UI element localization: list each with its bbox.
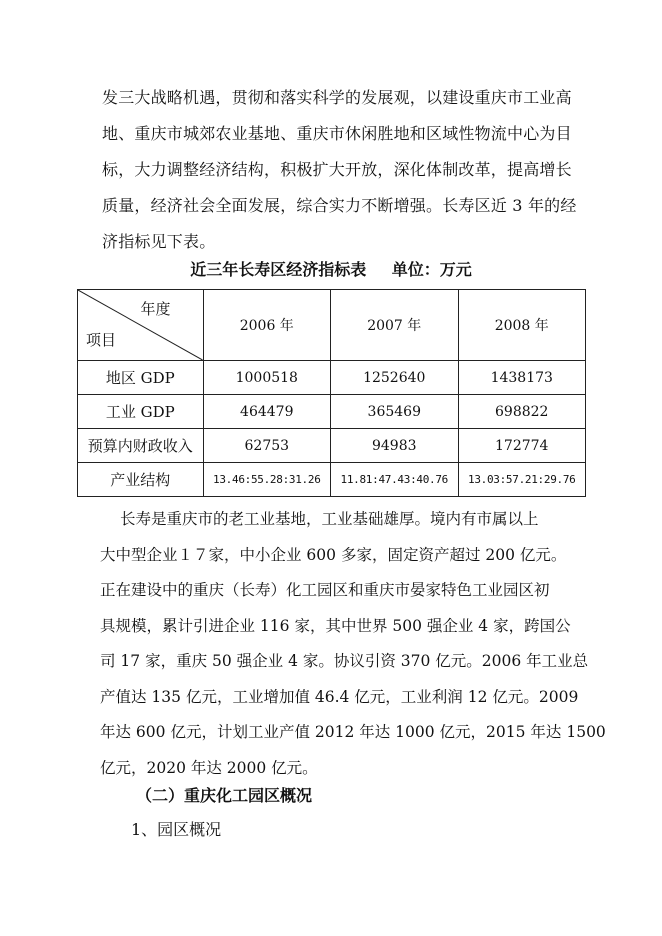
row-label: 预算内财政收入 xyxy=(78,429,204,463)
row-label: 工业 GDP xyxy=(78,395,204,429)
corner-year-label: 年度 xyxy=(140,300,171,318)
body-line: 年达 600 亿元，计划工业产值 2012 年达 1000 亿元，2015 年达 1500 xyxy=(100,723,606,741)
table-cell: 464479 xyxy=(203,395,330,429)
subsection-heading: 1、园区概况 xyxy=(131,820,222,839)
table-cell: 365469 xyxy=(331,395,458,429)
body-line: 具规模，累计引进企业 116 家，其中世界 500 强企业 4 家，跨国公 xyxy=(100,616,571,635)
intro-line: 质量，经济社会全面发展，综合实力不断增强。长寿区近 3 年的经 xyxy=(102,196,577,215)
table-row xyxy=(78,361,586,395)
table-caption xyxy=(0,257,662,283)
body-line: 产值达 135 亿元，工业增加值 46.4 亿元，工业利润 12 亿元。2009 xyxy=(100,687,579,706)
table-header-row xyxy=(78,290,586,361)
intro-line: 济指标见下表。 xyxy=(102,232,216,251)
section-heading: （二）重庆化工园区概况 xyxy=(136,786,313,805)
table-row xyxy=(78,463,586,497)
table-row xyxy=(78,395,586,429)
body-line: 大中型企业１７家，中小企业 600 多家，固定资产超过 200 亿元。 xyxy=(100,545,567,564)
table-row xyxy=(78,429,586,463)
corner-item-label: 项目 xyxy=(86,331,117,349)
table-cell: 62753 xyxy=(203,429,330,463)
table-cell: 13.03:57.21:29.76 xyxy=(458,463,586,497)
intro-paragraph xyxy=(102,80,577,260)
table-cell: 698822 xyxy=(458,395,586,429)
row-label: 产业结构 xyxy=(78,463,204,497)
table-unit: 单位：万元 xyxy=(391,260,472,279)
table-cell: 172774 xyxy=(458,429,586,463)
intro-line: 地、重庆市城郊农业基地、重庆市休闲胜地和区域性物流中心为目 xyxy=(102,124,572,143)
table-cell: 11.81:47.43:40.76 xyxy=(331,463,458,497)
year-header: 2008 年 xyxy=(458,290,586,361)
intro-line: 发三大战略机遇，贯彻和落实科学的发展观，以建设重庆市工业高 xyxy=(102,88,572,107)
year-header: 2006 年 xyxy=(203,290,330,361)
row-label: 地区 GDP xyxy=(78,361,204,395)
table-cell: 1252640 xyxy=(331,361,458,395)
intro-line: 标，大力调整经济结构，积极扩大开放，深化体制改革，提高增长 xyxy=(102,160,572,179)
table-corner-cell xyxy=(78,290,204,361)
body-line: 长寿是重庆市的老工业基地，工业基础雄厚。境内有市属以上 xyxy=(120,510,539,528)
economic-indicators-table xyxy=(77,289,586,497)
table-cell: 1438173 xyxy=(458,361,586,395)
body-line: 司 17 家，重庆 50 强企业 4 家。协议引资 370 亿元。2006 年工业总 xyxy=(100,652,589,670)
body-paragraph xyxy=(100,502,606,786)
table-cell: 94983 xyxy=(331,429,458,463)
year-header: 2007 年 xyxy=(331,290,458,361)
body-line: 亿元，2020 年达 2000 亿元。 xyxy=(100,758,318,777)
table-title: 近三年长寿区经济指标表 xyxy=(190,260,367,279)
table-cell: 13.46:55.28:31.26 xyxy=(203,463,330,497)
body-line: 正在建设中的重庆（长寿）化工园区和重庆市晏家特色工业园区初 xyxy=(100,581,550,599)
table-cell: 1000518 xyxy=(203,361,330,395)
